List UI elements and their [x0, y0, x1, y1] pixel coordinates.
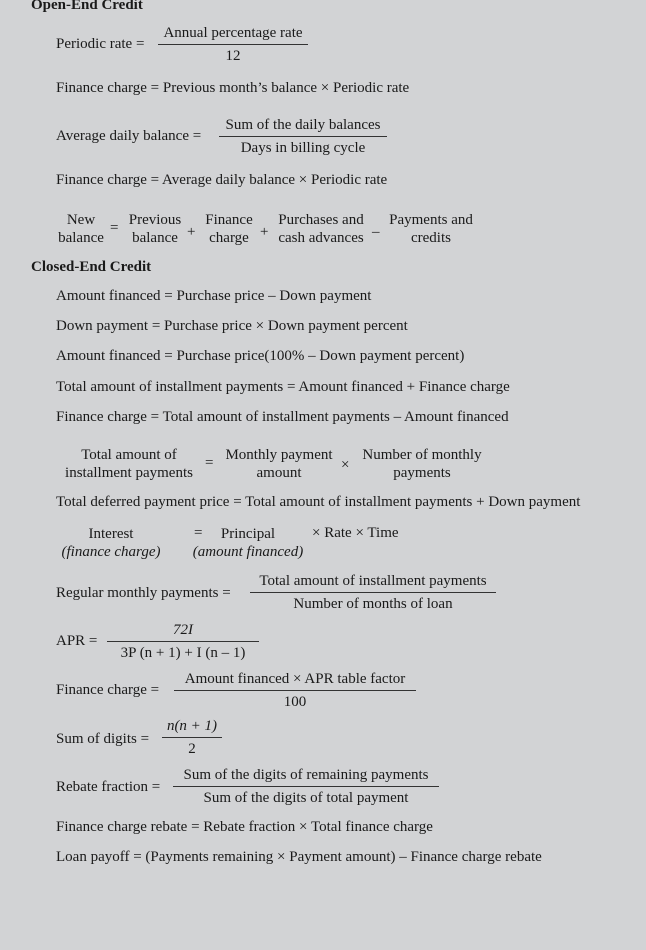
fraction-bar [173, 786, 439, 787]
interest-term: Interest (finance charge) [61, 526, 161, 560]
payments-term: Payments and credits [389, 212, 473, 246]
apr-numerator: 72I [173, 622, 193, 638]
finance-charge-term: Finance charge [205, 212, 253, 246]
rebate-fraction-numerator: Sum of the digits of remaining payments [183, 767, 429, 783]
rebate-fraction-lhs: Rebate fraction = [56, 779, 161, 795]
rebate-fraction-fraction [173, 767, 439, 807]
fraction-bar [107, 641, 259, 642]
apr-denominator: 3P (n + 1) + I (n – 1) [120, 645, 246, 661]
sum-digits-denominator: 2 [188, 741, 196, 757]
previous-balance-term: Previous balance [128, 212, 182, 246]
regular-monthly-lhs: Regular monthly payments = [56, 585, 231, 601]
periodic-rate-fraction [158, 25, 308, 65]
finance-charge-table-fraction [174, 671, 416, 711]
equals-sign: = [205, 455, 214, 471]
avg-daily-numerator: Sum of the daily balances [225, 117, 381, 133]
periodic-rate-numerator: Annual percentage rate [163, 25, 303, 41]
fraction-bar [219, 136, 387, 137]
formula-finance-charge-average-balance: Finance charge = Average daily balance × Periodic rate [56, 172, 388, 188]
formula-amount-financed: Amount financed = Purchase price – Down payment [56, 288, 372, 304]
sum-digits-lhs: Sum of digits = [56, 731, 150, 747]
monthly-payment-term: Monthly payment amount [225, 447, 333, 481]
formula-amount-financed-percent: Amount financed = Purchase price(100% – Down payment percent) [56, 348, 465, 364]
periodic-rate-denominator: 12 [225, 48, 241, 64]
periodic-rate-lhs: Periodic rate = [56, 36, 145, 52]
sum-digits-numerator: n(n + 1) [166, 718, 218, 734]
new-balance-term: New balance [58, 212, 104, 246]
formula-total-installment-payments: Total amount of installment payments = Amount financed + Finance charge [56, 379, 510, 395]
finance-charge-table-denominator: 100 [283, 694, 307, 710]
formula-finance-charge-total: Finance charge = Total amount of installment payments – Amount financed [56, 409, 509, 425]
principal-term: Principal (amount financed) [192, 526, 304, 560]
formula-finance-charge-rebate: Finance charge rebate = Rebate fraction × Total finance charge [56, 819, 433, 835]
plus-sign: + [187, 224, 196, 240]
apr-lhs: APR = [56, 633, 98, 649]
number-monthly-term: Number of monthly payments [362, 447, 482, 481]
finance-charge-table-numerator: Amount financed × APR table factor [184, 671, 406, 687]
avg-daily-fraction [219, 117, 387, 157]
regular-monthly-numerator: Total amount of installment payments [259, 573, 487, 589]
fraction-bar [250, 592, 496, 593]
avg-daily-denominator: Days in billing cycle [240, 140, 366, 156]
equals-sign: = [194, 525, 203, 541]
fraction-bar [158, 44, 308, 45]
rate-time-term: × Rate × Time [312, 525, 399, 541]
minus-sign: – [372, 224, 380, 240]
purchases-term: Purchases and cash advances [278, 212, 364, 246]
fraction-bar [174, 690, 416, 691]
finance-charge-table-lhs: Finance charge = [56, 682, 160, 698]
formula-loan-payoff: Loan payoff = (Payments remaining × Payment amount) – Finance charge rebate [56, 849, 542, 865]
total-installment-term: Total amount of installment payments [65, 447, 193, 481]
avg-daily-lhs: Average daily balance = [56, 128, 202, 144]
apr-fraction [107, 622, 259, 662]
formula-down-payment: Down payment = Purchase price × Down payment percent [56, 318, 408, 334]
times-sign: × [341, 457, 350, 473]
formula-finance-charge-previous-balance: Finance charge = Previous month’s balance × Periodic rate [56, 80, 410, 96]
regular-monthly-denominator: Number of months of loan [293, 596, 453, 612]
section-title-closed-end: Closed-End Credit [31, 259, 152, 275]
equals-sign: = [110, 220, 119, 236]
regular-monthly-fraction [250, 573, 496, 613]
rebate-fraction-denominator: Sum of the digits of total payment [203, 790, 409, 806]
fraction-bar [162, 737, 222, 738]
sum-digits-fraction [162, 718, 222, 758]
formula-total-deferred-payment: Total deferred payment price = Total amount of installment payments + Down payment [56, 494, 581, 510]
section-title-open-end: Open-End Credit [31, 0, 143, 13]
plus-sign: + [260, 224, 269, 240]
